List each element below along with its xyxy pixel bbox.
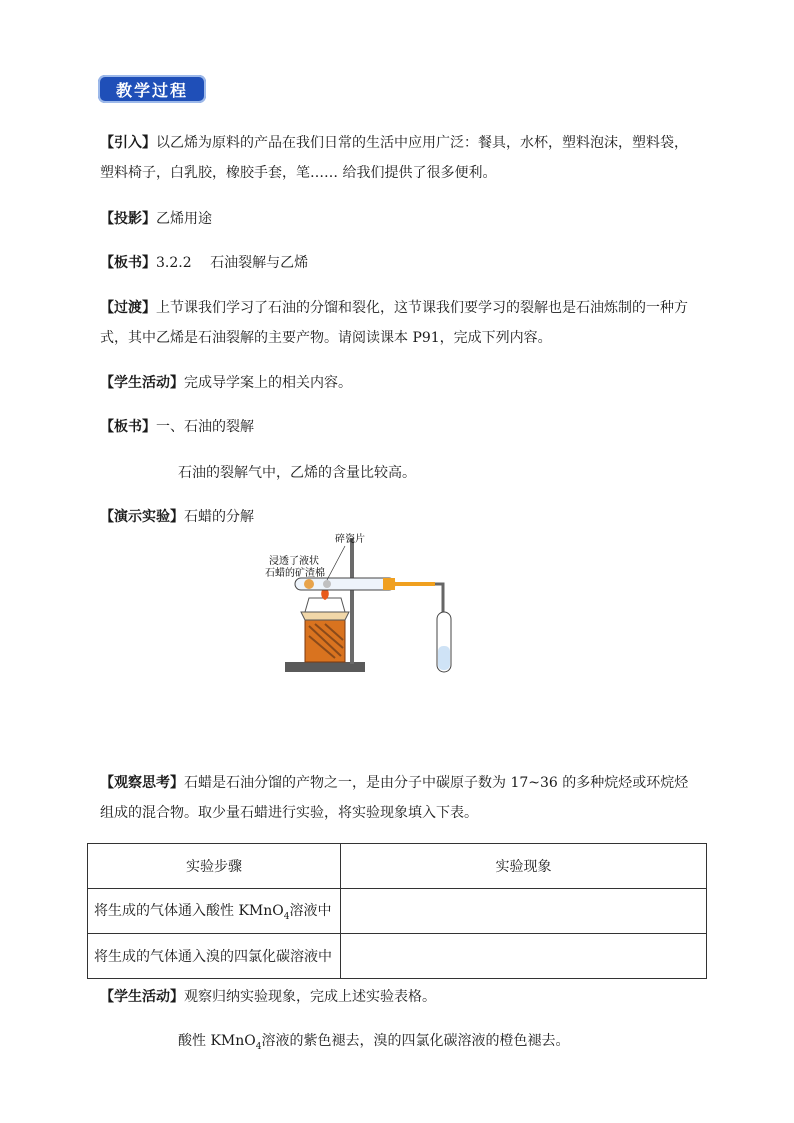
header-phenomenon: 实验现象	[341, 844, 707, 889]
porcelain-chips	[323, 580, 331, 588]
observe-paragraph	[100, 768, 700, 828]
table-header-row	[88, 844, 707, 889]
conclusion-text	[178, 1026, 569, 1062]
wire-gauze	[301, 612, 349, 620]
demo-text: 石蜡的分解	[184, 509, 254, 525]
projection-paragraph	[100, 204, 700, 234]
conclusion-post: 溶液的紫色褪去，溴的四氯化碳溶液的橙色褪去。	[261, 1033, 570, 1049]
lamp-chimney	[305, 598, 345, 612]
board2-tag: 【板书】	[100, 419, 156, 435]
label-wool-2: 石蜡的矿渣棉	[265, 568, 325, 579]
section-badge	[98, 75, 206, 103]
observe-text: 石蜡是石油分馏的产物之一，是由分子中碳原子数为 17~36 的多种烷烃或环烷烃组成的混合物。取少量石蜡进行实验，将实验现象填入下表。	[100, 775, 689, 821]
activity1-paragraph	[100, 368, 700, 398]
activity2-text: 观察归纳实验现象，完成上述实验表格。	[184, 989, 436, 1005]
intro-text: 以乙烯为原料的产品在我们日常的生活中应用广泛：餐具，水杯，塑料泡沫，塑料袋，塑料椅子，白乳胶，橡胶手套，笔…… 给我们提供了很多便利。	[100, 135, 688, 181]
board1-paragraph	[100, 248, 700, 278]
label-wool-1: 浸透了液状	[269, 556, 319, 567]
experiment-table	[87, 843, 707, 979]
transition-text: 上节课我们学习了石油的分馏和裂化，这节课我们要学习的裂解也是石油炼制的一种方式，其中乙烯是石油裂解的主要产物。请阅读课本 P91，完成下列内容。	[100, 300, 688, 346]
activity2-tag: 【学生活动】	[100, 989, 184, 1005]
transition-paragraph	[100, 293, 700, 353]
table-row	[88, 934, 707, 979]
delivery-tube	[395, 582, 435, 586]
stopper	[383, 578, 395, 590]
row1-step	[88, 889, 341, 934]
table-row	[88, 889, 707, 934]
conclusion-pre: 酸性 KMnO	[178, 1033, 256, 1049]
transition-tag: 【过渡】	[100, 300, 156, 316]
board1-text: 3.2.2 石油裂解与乙烯	[156, 255, 309, 271]
row1-step-sub: 4	[283, 911, 290, 922]
paraffin-apparatus-figure	[265, 528, 473, 678]
projection-tag: 【投影】	[100, 211, 156, 227]
row1-phenomenon-cell[interactable]	[341, 889, 707, 934]
paraffin-wool	[304, 579, 314, 589]
board1-tag: 【板书】	[100, 255, 156, 271]
row1-step-post: 溶液中	[289, 903, 332, 920]
row1-step-pre: 将生成的气体通入酸性 KMnO	[94, 903, 284, 920]
row2-phenomenon-cell[interactable]	[341, 934, 707, 979]
row2-step: 将生成的气体通入溴的四氯化碳溶液中	[88, 934, 341, 979]
projection-text: 乙烯用途	[156, 211, 212, 227]
demo-tag: 【演示实验】	[100, 509, 184, 525]
activity1-tag: 【学生活动】	[100, 375, 184, 391]
intro-tag: 【引入】	[100, 135, 156, 151]
label-porcelain: 碎瓷片	[335, 534, 365, 545]
board2-paragraph	[100, 412, 700, 442]
intro-paragraph	[100, 128, 700, 188]
activity1-text: 完成导学案上的相关内容。	[184, 375, 352, 391]
solution-in-tube	[438, 646, 450, 670]
stand-rod	[350, 538, 354, 664]
conclusion-sub: 4	[255, 1041, 262, 1052]
board2-text: 一、石油的裂解	[156, 419, 254, 435]
activity2-paragraph	[100, 982, 700, 1012]
board2-note: 石油的裂解气中，乙烯的含量比较高。	[178, 465, 416, 481]
header-step: 实验步骤	[88, 844, 341, 889]
section-badge-label: 教学过程	[115, 80, 188, 100]
observe-tag: 【观察思考】	[100, 775, 184, 791]
